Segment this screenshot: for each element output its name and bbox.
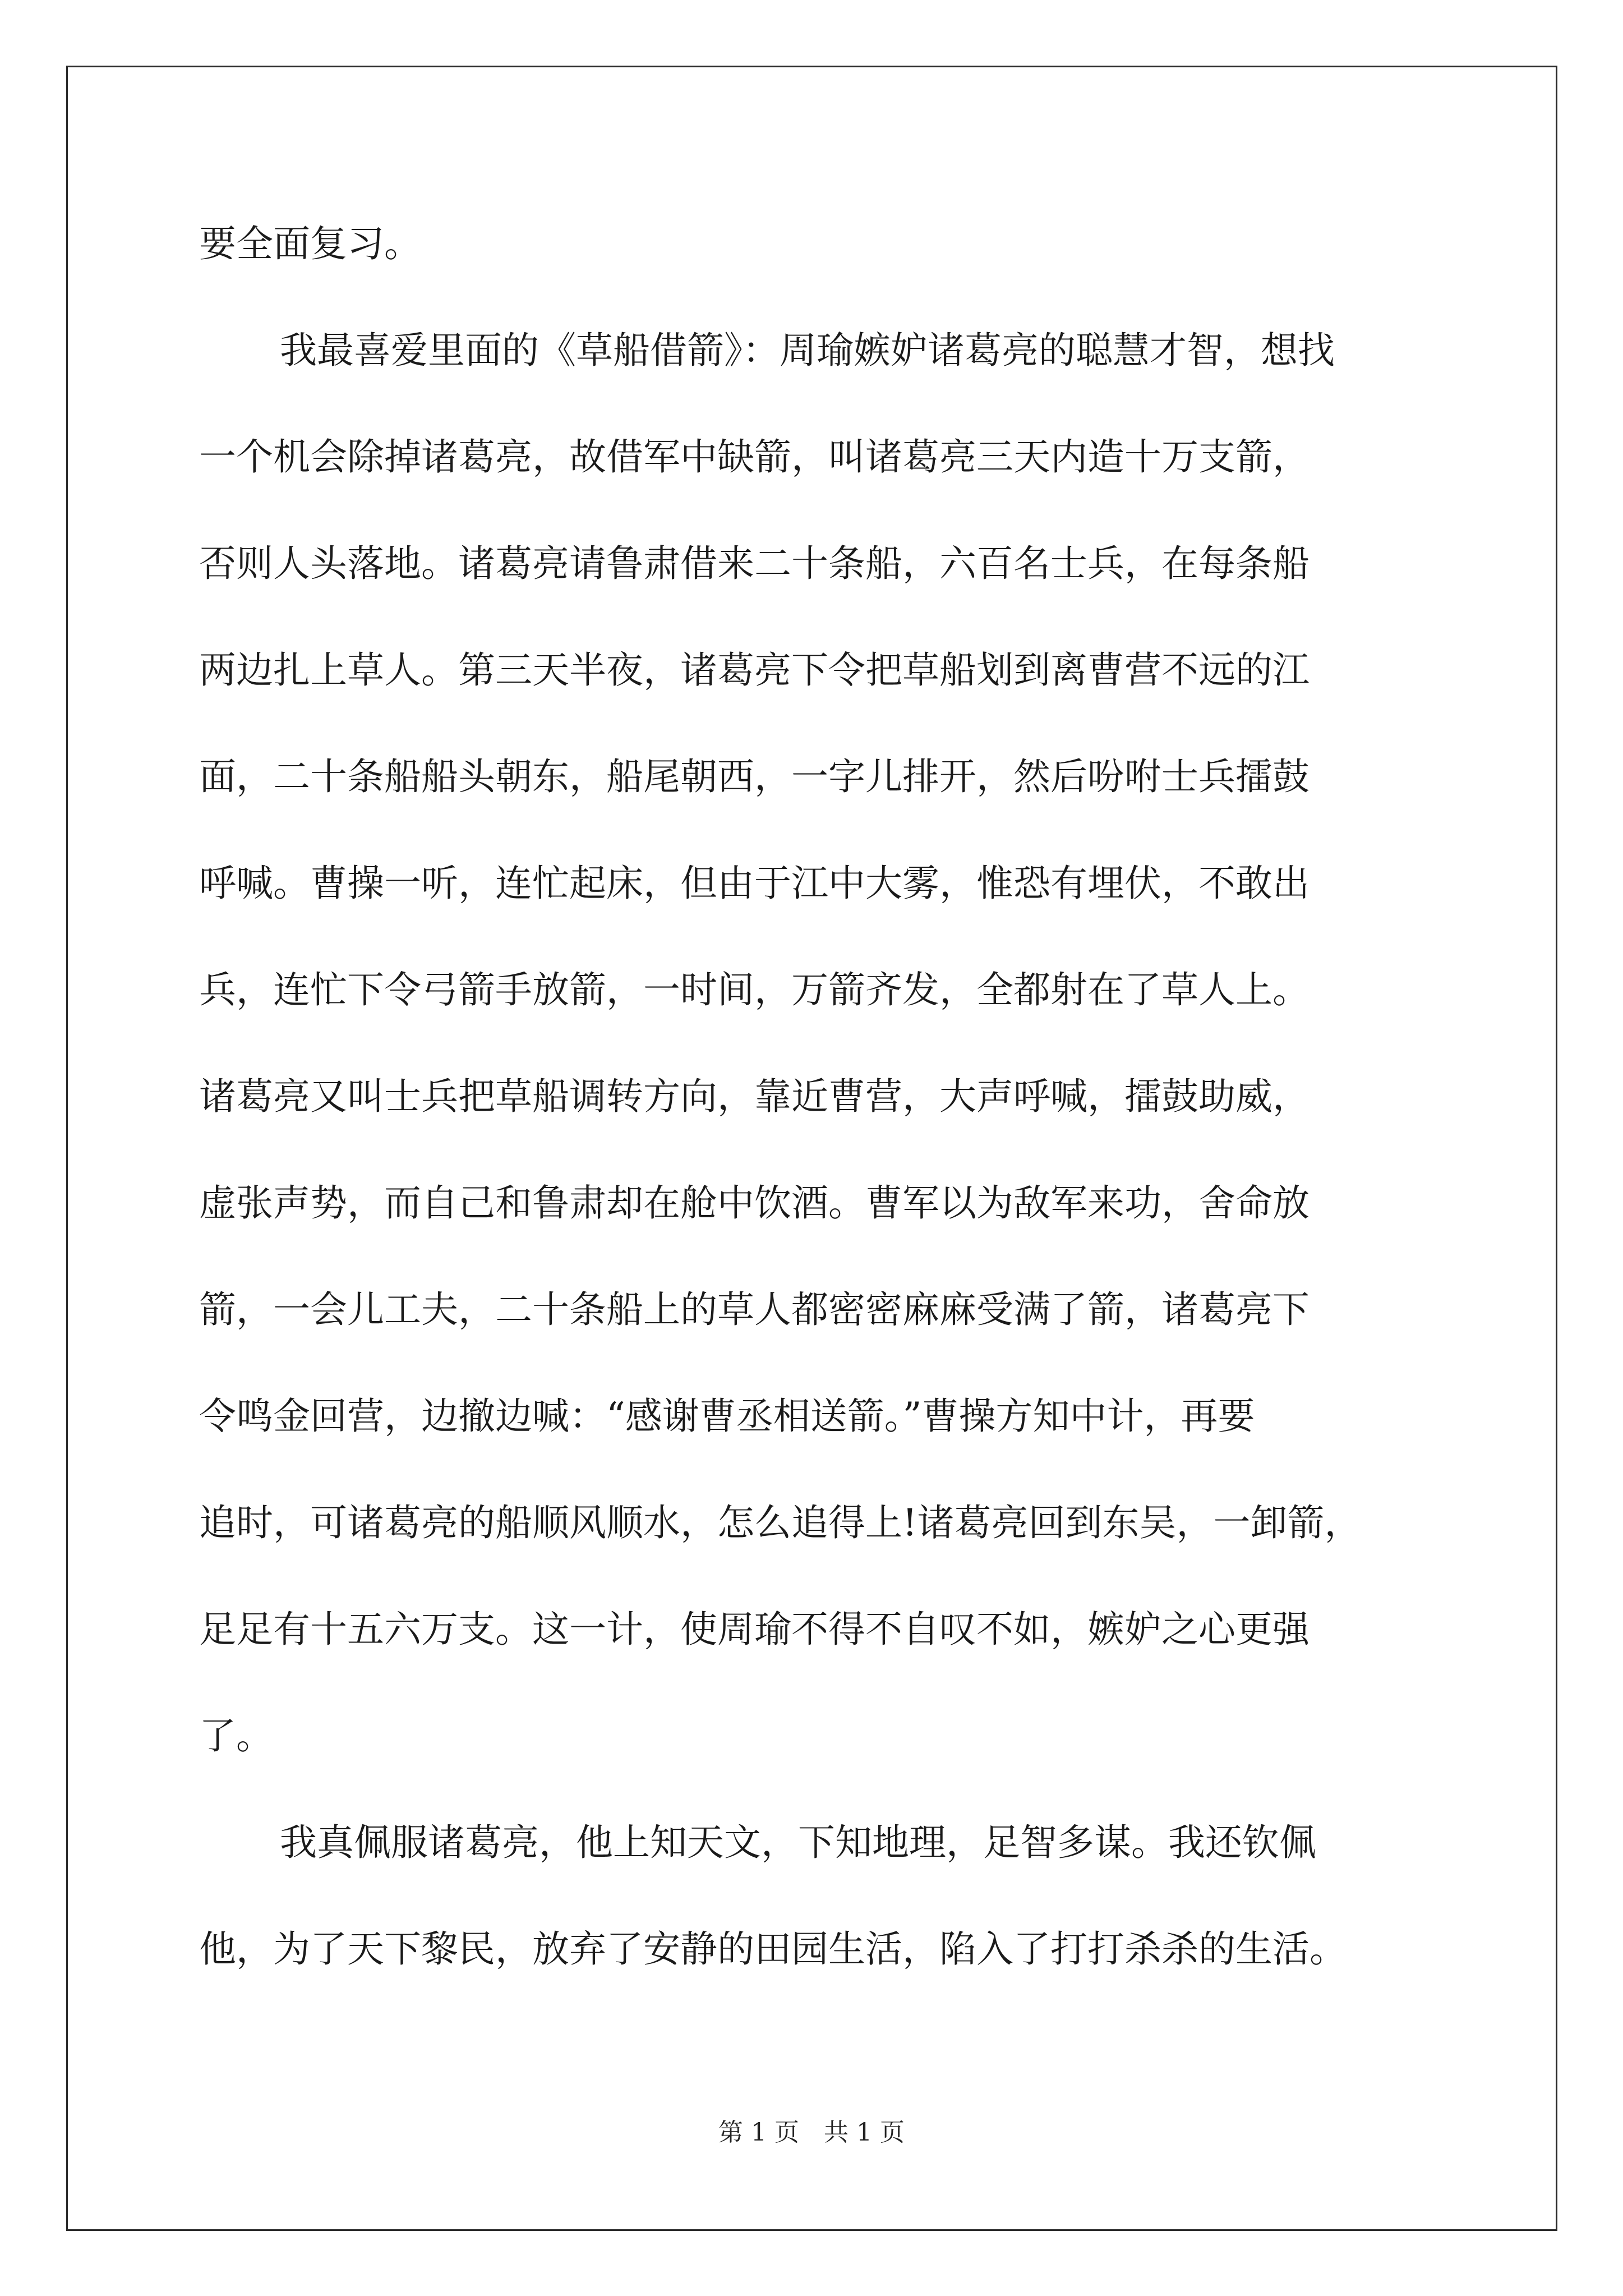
text-line: 要全面复习。 bbox=[199, 222, 421, 265]
page-number-footer: 第 1 页 共 1 页 bbox=[718, 2118, 905, 2147]
document-body bbox=[199, 202, 1422, 2014]
text-line: 我真佩服诸葛亮，他上知天文，下知地理，足智多谋。我还钦佩 bbox=[280, 1821, 1316, 1864]
text-line: 面，二十条船船头朝东，船尾朝西，一字儿排开，然后吩咐士兵擂鼓 bbox=[199, 755, 1310, 798]
text-line: 我最喜爱里面的《草船借箭》：周瑜嫉妒诸葛亮的聪慧才智，想找 bbox=[280, 329, 1335, 372]
text-line: 足足有十五六万支。这一计，使周瑜不得不自叹不如，嫉妒之心更强 bbox=[199, 1608, 1310, 1651]
text-line: 两边扎上草人。第三天半夜，诸葛亮下令把草船划到离曹营不远的江 bbox=[199, 648, 1310, 692]
text-line: 一个机会除掉诸葛亮，故借军中缺箭，叫诸葛亮三天内造十万支箭， bbox=[199, 435, 1310, 478]
text-line: 否则人头落地。诸葛亮请鲁肃借来二十条船，六百名士兵，在每条船 bbox=[199, 542, 1310, 585]
text-line: 兵，连忙下令弓箭手放箭，一时间，万箭齐发，全都射在了草人上。 bbox=[199, 968, 1310, 1011]
text-line: 诸葛亮又叫士兵把草船调转方向，靠近曹营，大声呼喊，擂鼓助威， bbox=[199, 1075, 1310, 1118]
text-line: 追时，可诸葛亮的船顺风顺水，怎么追得上!诸葛亮回到东吴，一卸箭， bbox=[199, 1501, 1362, 1544]
text-line: 箭，一会儿工夫，二十条船上的草人都密密麻麻受满了箭，诸葛亮下 bbox=[199, 1288, 1310, 1331]
text-line: 虚张声势，而自己和鲁肃却在舱中饮酒。曹军以为敌军来功，舍命放 bbox=[199, 1181, 1310, 1225]
text-line: 令鸣金回营，边撤边喊：“感谢曹丞相送箭。”曹操方知中计，再要 bbox=[199, 1395, 1255, 1438]
text-line: 他，为了天下黎民，放弃了安静的田园生活，陷入了打打杀杀的生活。 bbox=[199, 1927, 1347, 1971]
text-line: 呼喊。曹操一听，连忙起床，但由于江中大雾，惟恐有埋伏，不敢出 bbox=[199, 862, 1310, 905]
text-line: 了。 bbox=[199, 1714, 273, 1757]
